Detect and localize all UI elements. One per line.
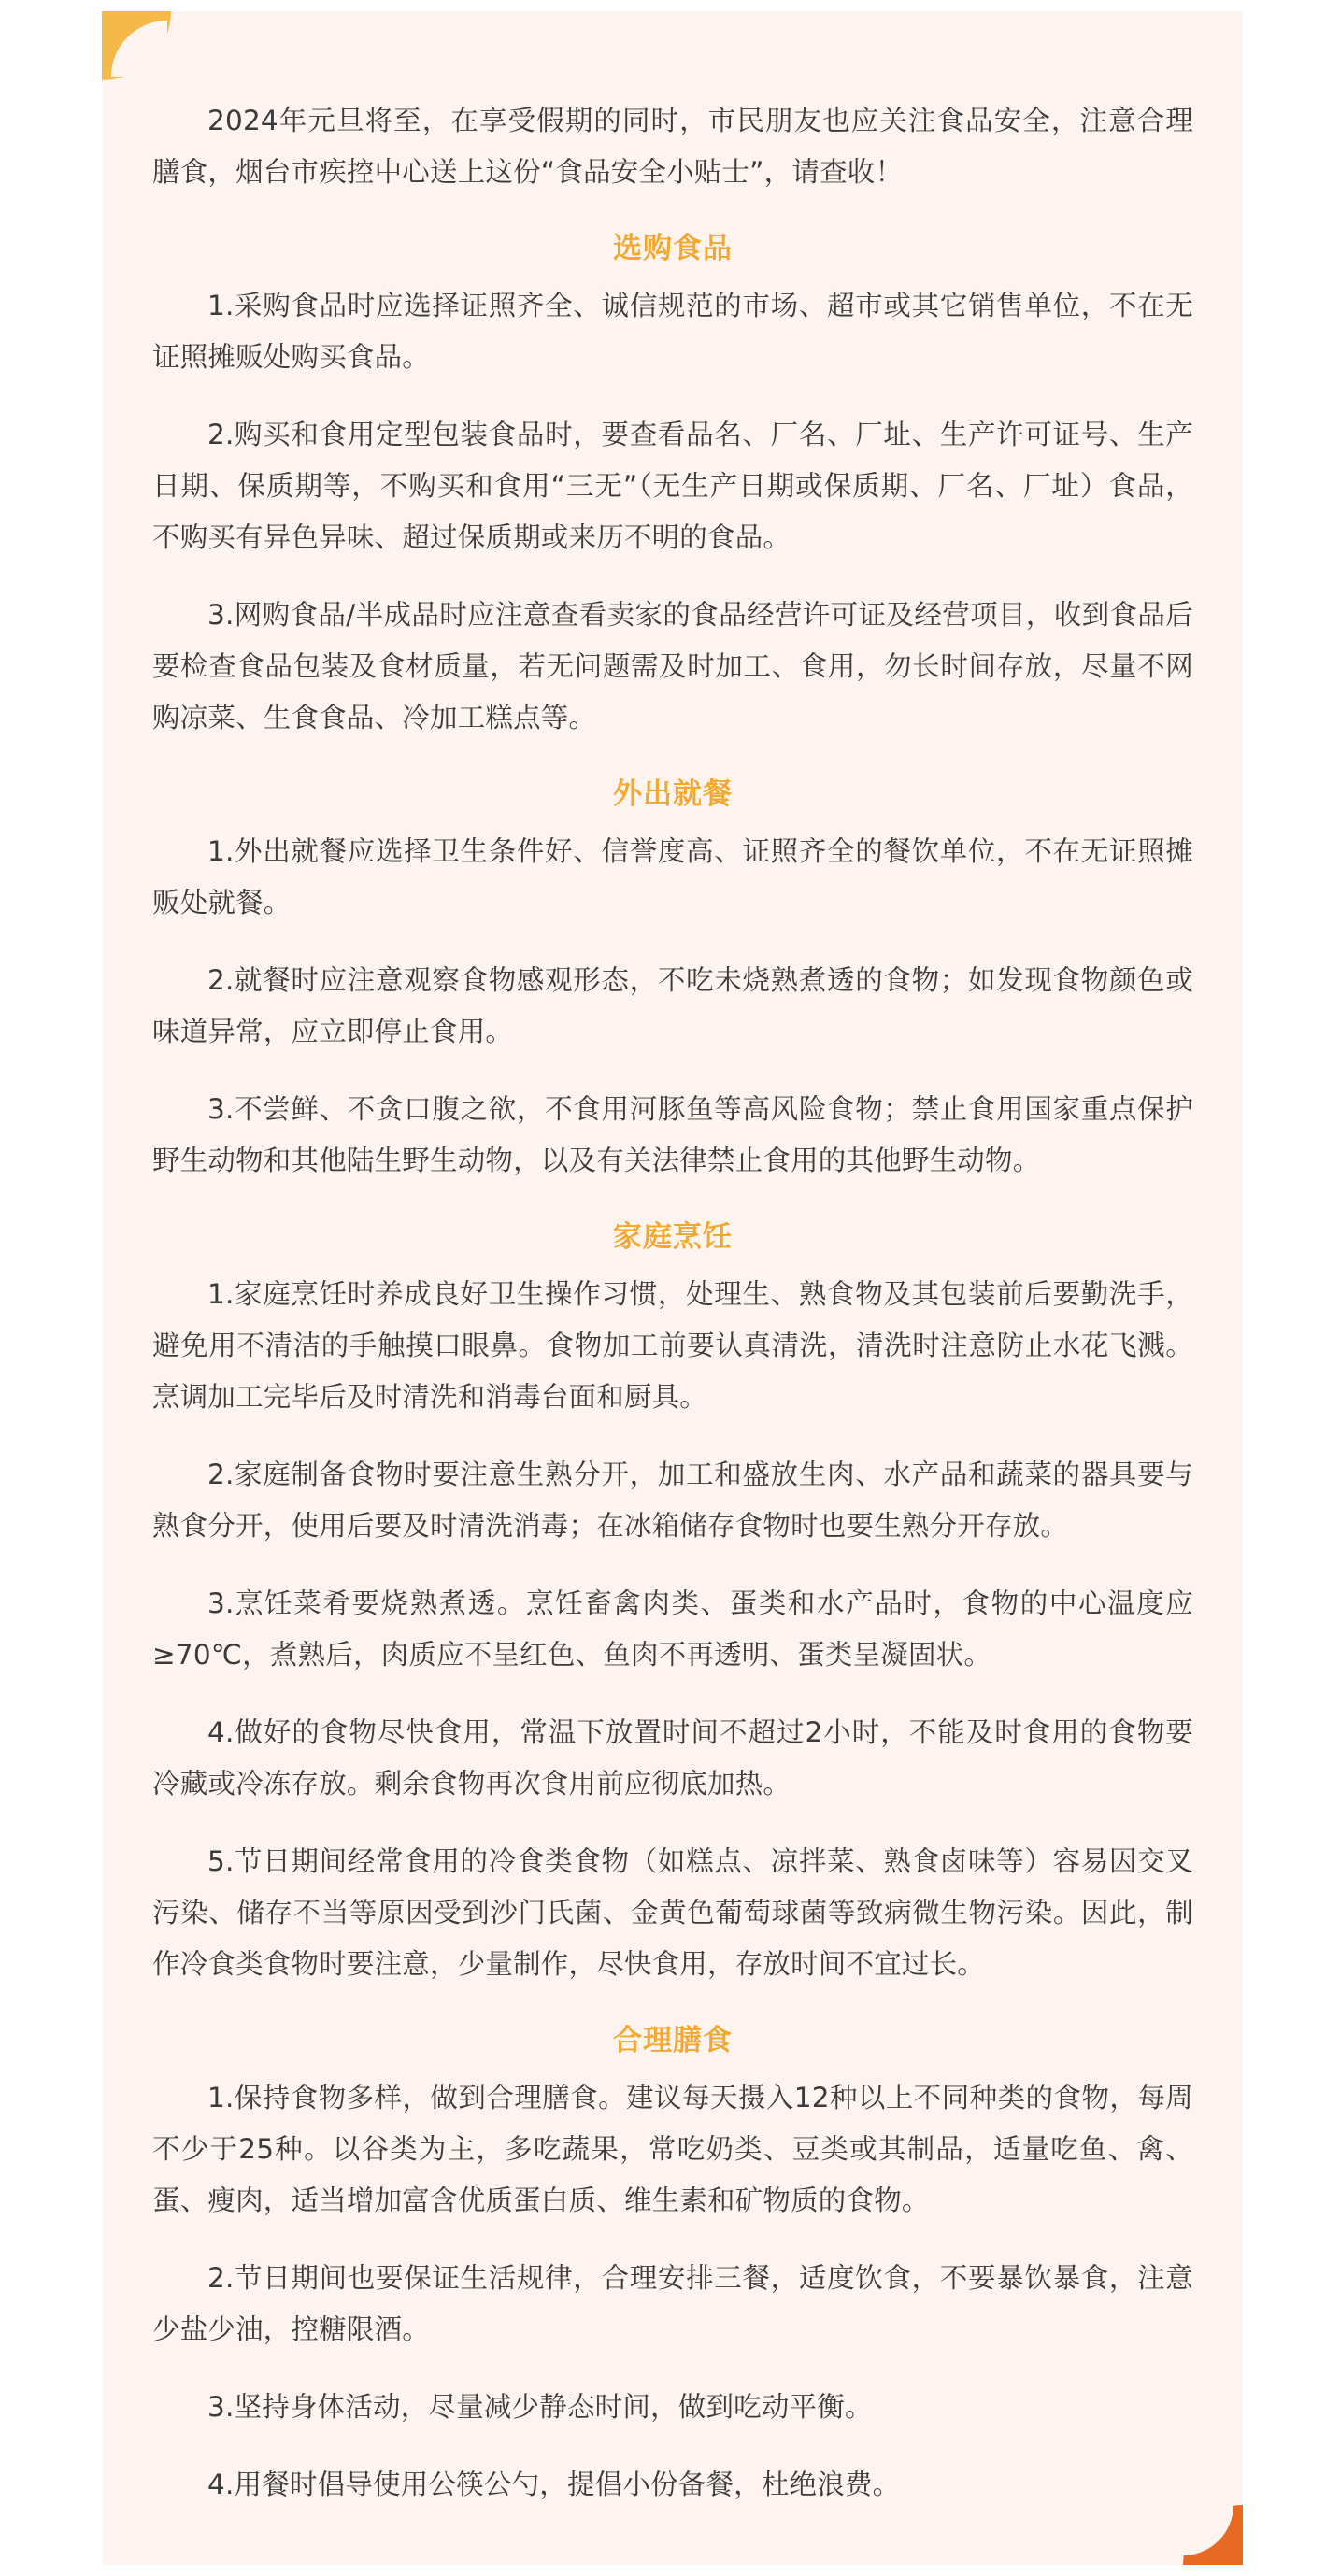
section-paragraph: 2.就餐时应注意观察食物感观形态，不吃未烧熟煮透的食物；如发现食物颜色或味道异常，应立即停止食用。 [152,964,1193,1047]
intro-paragraph: 2024年元旦将至，在享受假期的同时，市民朋友也应关注食品安全，注意合理膳食，烟台市疾控中心送上这份“食品安全小贴士”，请查收！ [152,105,1193,188]
section-paragraph: 3.坚持身体活动，尽量减少静态时间，做到吃动平衡。 [207,2391,873,2423]
article-card [102,11,1243,2565]
article-body [152,95,1193,2537]
section-title-dining-out: 外出就餐 [613,777,733,811]
section-paragraph: 1.家庭烹饪时养成良好卫生操作习惯，处理生、熟食物及其包装前后要勤洗手，避免用不清洁的手触摸口眼鼻。食物加工前要认真清洗，清洗时注意防止水花飞溅。烹调加工完毕后及时清洗和消毒台面和厨具。 [152,1278,1193,1413]
section-paragraph: 4.做好的食物尽快食用，常温下放置时间不超过2小时，不能及时食用的食物要冷藏或冷冻存放。剩余食物再次食用前应彻底加热。 [152,1716,1193,1800]
corner-decoration-top-left [102,11,171,80]
section-title-balanced-diet: 合理膳食 [613,2024,733,2057]
section-paragraph: 3.烹饪菜肴要烧熟煮透。烹饪畜禽肉类、蛋类和水产品时，食物的中心温度应≥70℃，煮熟后，肉质应不呈红色、鱼肉不再透明、蛋类呈凝固状。 [152,1587,1193,1671]
section-paragraph: 4.用餐时倡导使用公筷公勺，提倡小份备餐，杜绝浪费。 [207,2469,901,2500]
section-paragraph: 2.家庭制备食物时要注意生熟分开，加工和盛放生肉、水产品和蔬菜的器具要与熟食分开，使用后要及时清洗消毒；在冰箱储存食物时也要生熟分开存放。 [152,1459,1193,1542]
section-paragraph: 2.节日期间也要保证生活规律，合理安排三餐，适度饮食，不要暴饮暴食，注意少盐少油，控糖限酒。 [152,2262,1193,2345]
section-title-buying-food: 选购食品 [613,232,733,265]
section-paragraph: 5.节日期间经常食用的冷食类食物（如糕点、凉拌菜、熟食卤味等）容易因交叉污染、储存不当等原因受到沙门氏菌、金黄色葡萄球菌等致病微生物污染。因此，制作冷食类食物时要注意，少量制作，尽快食用，存放时间不宜过长。 [152,1845,1193,1980]
section-paragraph: 1.外出就餐应选择卫生条件好、信誉度高、证照齐全的餐饮单位，不在无证照摊贩处就餐。 [152,835,1193,918]
section-paragraph: 3.网购食品/半成品时应注意查看卖家的食品经营许可证及经营项目，收到食品后要检查食品包装及食材质量，若无问题需及时加工、食用，勿长时间存放，尽量不网购凉菜、生食食品、冷加工糕点等。 [152,599,1193,733]
section-paragraph: 3.不尝鲜、不贪口腹之欲，不食用河豚鱼等高风险食物；禁止食用国家重点保护野生动物和其他陆生野生动物，以及有关法律禁止食用的其他野生动物。 [152,1093,1193,1176]
section-paragraph: 2.购买和食用定型包装食品时，要查看品名、厂名、厂址、生产许可证号、生产日期、保质期等，不购买和食用“三无”（无生产日期或保质期、厂名、厂址）食品，不购买有异色异味、超过保质期或来历不明的食品。 [152,419,1193,553]
section-paragraph: 1.采购食品时应选择证照齐全、诚信规范的市场、超市或其它销售单位，不在无证照摊贩处购买食品。 [152,290,1193,373]
section-paragraph: 1.保持食物多样，做到合理膳食。建议每天摄入12种以上不同种类的食物，每周不少于25种。以谷类为主，多吃蔬果，常吃奶类、豆类或其制品，适量吃鱼、禽、蛋、瘦肉，适当增加富含优质蛋白质、维生素和矿物质的食物。 [152,2082,1193,2216]
section-title-home-cooking: 家庭烹饪 [613,1220,733,1254]
